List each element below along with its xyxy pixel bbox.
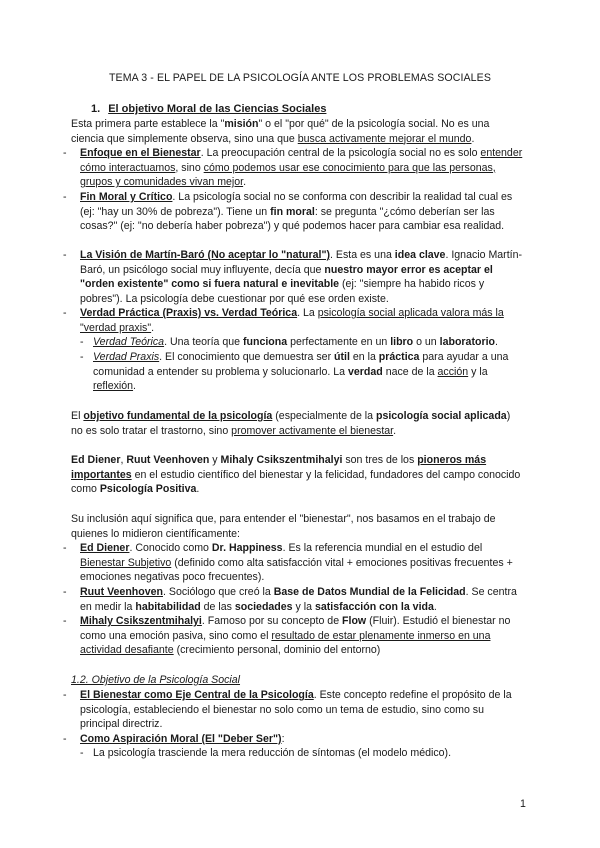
sub-bullet-verdad-teorica: Verdad Teórica. Una teoría que funciona perfectamente en un libro o un laboratorio. [93, 336, 498, 348]
inclusion-paragraph: Su inclusión aquí significa que, para entender el "bienestar", nos basamos en el trabajo de quienes lo midieron científicamente: [71, 513, 496, 540]
sub-bullet-dash: - [80, 747, 84, 759]
objective-paragraph: El objetivo fundamental de la psicología (especialmente de la psicología social aplicada) no es solo tratar el trastorno, sino promover activamente el bienestar. [71, 410, 511, 437]
section-number: 1. [91, 103, 101, 115]
bullet-dash: - [63, 307, 67, 319]
section-title: El objetivo Moral de las Ciencias Sociales [108, 103, 327, 115]
bullet-ed-diener: Ed Diener. Conocido como Dr. Happiness. Es la referencia mundial en el estudio del Bienestar Subjetivo (definido como alta satisfacción vital + emociones positivas frecuentes + emociones negativas poco frecuentes). [80, 542, 513, 584]
page-number: 1 [520, 798, 526, 810]
bullet-csikszentmihalyi: Mihaly Csikszentmihalyi. Famoso por su concepto de Flow (Fluir). Estudió el bienestar no como una emoción pasiva, sino como el resultado de estar plenamente inmerso en una actividad desafiante (crecimiento personal, dominio del entorno) [80, 615, 511, 657]
bullet-dash: - [63, 542, 67, 554]
bullet-dash: - [63, 249, 67, 261]
bullet-ruut-veenhoven: Ruut Veenhoven. Sociólogo que creó la Base de Datos Mundial de la Felicidad. Se centra en medir la habitabilidad de las sociedades y la satisfacción con la vida. [80, 586, 517, 613]
bullet-verdad-praxis: Verdad Práctica (Praxis) vs. Verdad Teórica. La psicología social aplicada valora más la "verdad praxis". [80, 307, 504, 334]
sub-bullet-dash: - [80, 336, 84, 348]
bullet-enfoque-bienestar: Enfoque en el Bienestar. La preocupación central de la psicología social no es solo entender cómo interactuamos, sino cómo podemos usar ese conocimiento para que las personas, grupos y comunidades vivan mejor. [80, 147, 523, 189]
bullet-dash: - [63, 147, 67, 159]
section-1-2-heading: 1.2. Objetivo de la Psicología Social [71, 674, 241, 686]
bullet-dash: - [63, 191, 67, 203]
document-title: TEMA 3 - EL PAPEL DE LA PSICOLOGÍA ANTE LOS PROBLEMAS SOCIALES [108, 72, 492, 84]
bullet-fin-moral: Fin Moral y Crítico. La psicología social no se conforma con describir la realidad tal cual es (ej: "hay un 30% de pobreza"). Tiene un fin moral: se pregunta "¿cómo deberían ser las cosas?" (ej: "no debería haber pobreza") y qué podemos hacer para cambiar esa realidad. [80, 191, 513, 233]
bullet-aspiracion-moral: Como Aspiración Moral (El "Deber Ser"): [80, 733, 285, 745]
section-1-heading [91, 102, 326, 117]
bullet-dash: - [63, 689, 67, 701]
sub-bullet-trasciende: La psicología trasciende la mera reducción de síntomas (el modelo médico). [93, 747, 452, 759]
sub-bullet-dash: - [80, 351, 84, 363]
bullet-dash: - [63, 615, 67, 627]
bullet-dash: - [63, 586, 67, 598]
bullet-martin-baro: La Visión de Martín-Baró (No aceptar lo "natural"). Esta es una idea clave. Ignacio Martín-Baró, un psicólogo social muy influyente, decía que nuestro mayor error es aceptar el "orden existente" como si fuera natural e inevitable (ej: "siempre ha habido ricos y pobres"). La psicología debe cuestionar por qué ese orden existe. [80, 249, 522, 305]
intro-paragraph: Esta primera parte establece la "misión" o el "por qué" de la psicología social. No es una ciencia que simplemente observa, sino una que busca activamente mejorar el mundo. [71, 118, 490, 145]
pioneers-paragraph: Ed Diener, Ruut Veenhoven y Mihaly Csikszentmihalyi son tres de los pioneros más importantes en el estudio científico del bienestar y la felicidad, fundadores del campo conocido como Psicología Positiva. [71, 454, 521, 496]
bullet-eje-central: El Bienestar como Eje Central de la Psicología. Este concepto redefine el propósito de la psicología, estableciendo el bienestar no solo como un tema de estudio, sino como su principal directriz. [80, 689, 512, 731]
sub-bullet-verdad-praxis: Verdad Praxis. El conocimiento que demuestra ser útil en la práctica para ayudar a una comunidad a entender su problema y solucionarlo. La verdad nace de la acción y la reflexión. [93, 351, 509, 393]
bullet-dash: - [63, 733, 67, 745]
